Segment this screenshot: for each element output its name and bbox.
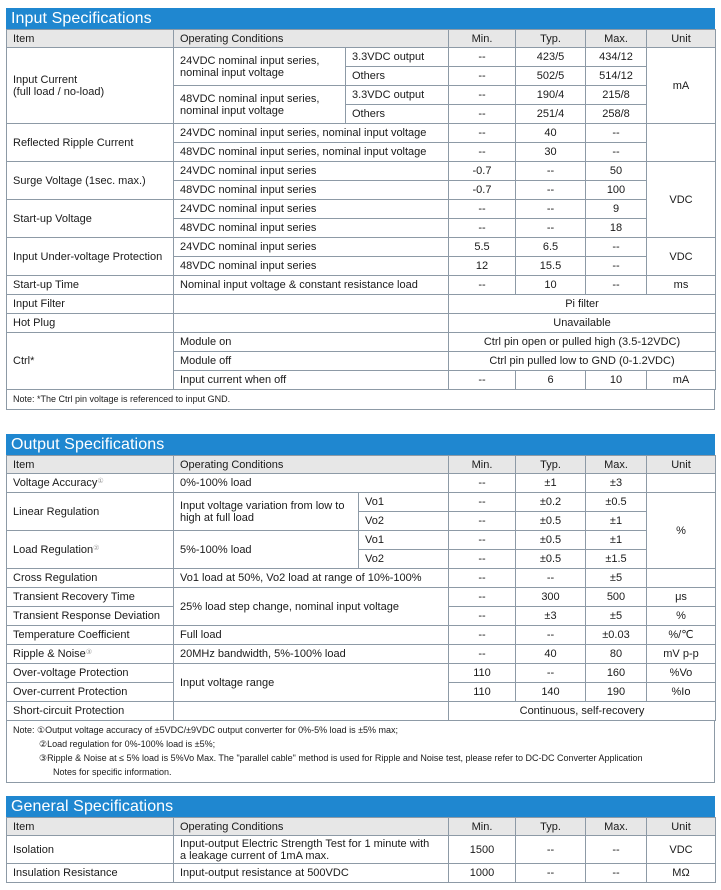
table-row [7, 836, 716, 864]
value-typ: ±0.2 [516, 493, 586, 512]
table-row [7, 664, 716, 683]
general-section-header [6, 796, 715, 817]
temperature-coefficient-unit: %/℃ [647, 626, 716, 645]
footnote-mark: ① [97, 478, 104, 485]
output-sub: Vo1 [359, 531, 449, 550]
header-item: Item [7, 30, 174, 48]
value-max: -- [586, 257, 647, 276]
value-typ: 6.5 [516, 238, 586, 257]
startup-voltage-item: Start-up Voltage [7, 200, 174, 238]
table-row [7, 48, 716, 67]
output-note-3: ③Ripple & Noise at ≤ 5% load is 5%Vo Max. The "parallel cable" method is used for Ripple and Noise test, please refer to DC-DC Converter Application [39, 753, 643, 763]
condition: Full load [174, 626, 449, 645]
input-section-header [6, 8, 715, 29]
value-min: -- [449, 531, 516, 550]
value-typ: 190/4 [516, 86, 586, 105]
value-max: 100 [586, 181, 647, 200]
value-typ: 423/5 [516, 48, 586, 67]
value-min: -- [449, 67, 516, 86]
value-min: -- [449, 569, 516, 588]
transient-cond: 25% load step change, nominal input voltage [174, 588, 449, 626]
transient-deviation-unit: % [647, 607, 716, 626]
condition: Vo1 load at 50%, Vo2 load at range of 10%-100% [174, 569, 449, 588]
condition-empty [174, 314, 449, 333]
value-max: 50 [586, 162, 647, 181]
value-max: 80 [586, 645, 647, 664]
general-spec-table [6, 817, 716, 883]
footnote-mark: ③ [85, 649, 93, 656]
input-current-sub: 3.3VDC output [346, 48, 449, 67]
condition: 0%-100% load [174, 474, 449, 493]
header-max: Max. [586, 456, 647, 474]
header-typ: Typ. [516, 30, 586, 48]
table-row [7, 702, 716, 721]
voltage-accuracy-item [7, 474, 174, 493]
isolation-item: Isolation [7, 836, 174, 864]
unit-empty [647, 569, 716, 588]
value-typ: 40 [516, 645, 586, 664]
value-typ: ±1 [516, 474, 586, 493]
value-min: -- [449, 105, 516, 124]
table-row [7, 276, 716, 295]
condition: Module on [174, 333, 449, 352]
value-min: -- [449, 626, 516, 645]
value-typ: -- [516, 200, 586, 219]
value-min: 12 [449, 257, 516, 276]
header-conditions: Operating Conditions [174, 30, 449, 48]
surge-startup-unit: VDC [647, 162, 716, 238]
condition-empty [174, 702, 449, 721]
header-max: Max. [586, 30, 647, 48]
value-typ: -- [516, 162, 586, 181]
value-max: ±0.5 [586, 493, 647, 512]
condition-empty [174, 295, 449, 314]
value-typ: ±0.5 [516, 550, 586, 569]
value-min: -0.7 [449, 162, 516, 181]
ctrl-on-value: Ctrl pin open or pulled high (3.5-12VDC) [449, 333, 716, 352]
input-note-text: Note: *The Ctrl pin voltage is referenced to input GND. [13, 394, 231, 404]
value-max: -- [586, 238, 647, 257]
header-unit: Unit [647, 818, 716, 836]
startup-time-item: Start-up Time [7, 276, 174, 295]
value-min: 5.5 [449, 238, 516, 257]
value-min: -- [449, 493, 516, 512]
condition: 48VDC nominal input series [174, 181, 449, 200]
ctrl-off-value: Ctrl pin pulled low to GND (0-1.2VDC) [449, 352, 716, 371]
value-min: -- [449, 371, 516, 390]
value-max: ±5 [586, 569, 647, 588]
value-max: -- [586, 864, 647, 883]
output-sub: Vo2 [359, 512, 449, 531]
table-row [7, 588, 716, 607]
load-regulation-item [7, 531, 174, 569]
temperature-coefficient-item: Temperature Coefficient [7, 626, 174, 645]
table-row [7, 474, 716, 493]
general-section-title: General Specifications [11, 798, 174, 815]
uvp-item: Input Under-voltage Protection [7, 238, 174, 276]
condition: 24VDC nominal input series [174, 238, 449, 257]
header-unit: Unit [647, 30, 716, 48]
value-max: 215/8 [586, 86, 647, 105]
value-typ: ±0.5 [516, 512, 586, 531]
scp-item: Short-circuit Protection [7, 702, 174, 721]
condition: Input current when off [174, 371, 449, 390]
general-specifications-section [6, 796, 715, 883]
ripple-noise-item [7, 645, 174, 664]
condition: 48VDC nominal input series [174, 257, 449, 276]
value-min: -- [449, 48, 516, 67]
transient-recovery-unit: μs [647, 588, 716, 607]
value-min: -- [449, 276, 516, 295]
regulation-unit: % [647, 493, 716, 569]
value-min: -- [449, 550, 516, 569]
output-spec-table [6, 455, 716, 721]
value-max: -- [586, 124, 647, 143]
value-min: -- [449, 200, 516, 219]
input-current-sub: Others [346, 67, 449, 86]
value-min: -- [449, 588, 516, 607]
insulation-unit: MΩ [647, 864, 716, 883]
header-conditions: Operating Conditions [174, 818, 449, 836]
table-row [7, 162, 716, 181]
ripple-noise-unit: mV p-p [647, 645, 716, 664]
condition: 48VDC nominal input series [174, 219, 449, 238]
value-typ: -- [516, 569, 586, 588]
transient-deviation-item: Transient Response Deviation [7, 607, 174, 626]
input-current-sub: 3.3VDC output [346, 86, 449, 105]
table-row [7, 531, 716, 550]
value-max: -- [586, 836, 647, 864]
value-typ: ±3 [516, 607, 586, 626]
startup-time-unit: ms [647, 276, 716, 295]
value-min: -- [449, 219, 516, 238]
value-min: 110 [449, 683, 516, 702]
value-max: -- [586, 276, 647, 295]
value-typ: -- [516, 864, 586, 883]
input-spec-table [6, 29, 716, 390]
table-row [7, 333, 716, 352]
value-max: ±0.03 [586, 626, 647, 645]
unit-empty [647, 474, 716, 493]
output-sub: Vo1 [359, 493, 449, 512]
table-row [7, 645, 716, 664]
header-min: Min. [449, 818, 516, 836]
value-typ: -- [516, 626, 586, 645]
table-row [7, 493, 716, 512]
value-max: ±3 [586, 474, 647, 493]
input-filter-item: Input Filter [7, 295, 174, 314]
value-typ: 30 [516, 143, 586, 162]
value-typ: 140 [516, 683, 586, 702]
header-min: Min. [449, 30, 516, 48]
value-typ: -- [516, 219, 586, 238]
value-typ: ±0.5 [516, 531, 586, 550]
header-item: Item [7, 818, 174, 836]
value-max: 9 [586, 200, 647, 219]
condition: 24VDC nominal input series, nominal input voltage [174, 124, 449, 143]
table-row [7, 569, 716, 588]
condition: Nominal input voltage & constant resistance load [174, 276, 449, 295]
hot-plug-value: Unavailable [449, 314, 716, 333]
ripple-noise-label: Ripple & Noise [13, 648, 86, 660]
value-min: -- [449, 474, 516, 493]
condition: Module off [174, 352, 449, 371]
input-current-cond-24: 24VDC nominal input series, nominal input voltage [174, 48, 346, 86]
input-note [6, 390, 715, 410]
value-typ: -- [516, 836, 586, 864]
insulation-cond: Input-output resistance at 500VDC [174, 864, 449, 883]
protection-cond: Input voltage range [174, 664, 449, 702]
value-max: 160 [586, 664, 647, 683]
value-min: -0.7 [449, 181, 516, 200]
output-note-1: Note: ①Output voltage accuracy of ±5VDC/±9VDC output converter for 0%-5% load is ±5% max; [13, 725, 399, 735]
header-min: Min. [449, 456, 516, 474]
output-note-4: Notes for specific information. [53, 767, 172, 777]
condition: 20MHz bandwidth, 5%-100% load [174, 645, 449, 664]
load-regulation-label: Load Regulation [13, 543, 94, 556]
value-min: -- [449, 512, 516, 531]
header-typ: Typ. [516, 456, 586, 474]
table-header-row [7, 456, 716, 474]
output-specifications-section [6, 434, 715, 783]
condition: 24VDC nominal input series [174, 162, 449, 181]
load-regulation-cond: 5%-100% load [174, 531, 359, 569]
input-current-sub: Others [346, 105, 449, 124]
value-typ: -- [516, 181, 586, 200]
table-header-row [7, 818, 716, 836]
value-min: -- [449, 86, 516, 105]
value-typ: -- [516, 664, 586, 683]
output-notes [6, 721, 715, 783]
table-row [7, 124, 716, 143]
value-typ: 251/4 [516, 105, 586, 124]
reflected-ripple-item: Reflected Ripple Current [7, 124, 174, 162]
value-max: ±5 [586, 607, 647, 626]
linear-regulation-item: Linear Regulation [7, 493, 174, 531]
header-max: Max. [586, 818, 647, 836]
value-max: ±1 [586, 512, 647, 531]
table-row [7, 200, 716, 219]
transient-recovery-item: Transient Recovery Time [7, 588, 174, 607]
value-max: 500 [586, 588, 647, 607]
value-max: 434/12 [586, 48, 647, 67]
value-max: 258/8 [586, 105, 647, 124]
output-section-title: Output Specifications [11, 436, 165, 453]
table-row [7, 864, 716, 883]
value-min: 1000 [449, 864, 516, 883]
table-row [7, 626, 716, 645]
table-row [7, 314, 716, 333]
header-item: Item [7, 456, 174, 474]
value-min: -- [449, 645, 516, 664]
value-min: -- [449, 143, 516, 162]
value-typ: 40 [516, 124, 586, 143]
value-max: 514/12 [586, 67, 647, 86]
header-conditions: Operating Conditions [174, 456, 449, 474]
insulation-item: Insulation Resistance [7, 864, 174, 883]
isolation-unit: VDC [647, 836, 716, 864]
output-note-2: ②Load regulation for 0%-100% load is ±5%; [39, 739, 216, 749]
condition: 24VDC nominal input series [174, 200, 449, 219]
isolation-cond: Input-output Electric Strength Test for 1 minute with a leakage current of 1mA max. [174, 836, 449, 864]
value-min: 1500 [449, 836, 516, 864]
ocp-unit: %Io [647, 683, 716, 702]
header-typ: Typ. [516, 818, 586, 836]
condition: 48VDC nominal input series, nominal input voltage [174, 143, 449, 162]
table-row [7, 238, 716, 257]
unit-empty [647, 124, 716, 162]
value-typ: 6 [516, 371, 586, 390]
input-current-unit: mA [647, 48, 716, 124]
value-max: -- [586, 143, 647, 162]
hot-plug-item: Hot Plug [7, 314, 174, 333]
value-typ: 300 [516, 588, 586, 607]
value-max: ±1.5 [586, 550, 647, 569]
ovp-item: Over-voltage Protection [7, 664, 174, 683]
table-row [7, 295, 716, 314]
input-current-item: Input Current (full load / no-load) [7, 48, 174, 124]
value-typ: 502/5 [516, 67, 586, 86]
value-max: 18 [586, 219, 647, 238]
input-filter-value: Pi filter [449, 295, 716, 314]
uvp-unit: VDC [647, 238, 716, 276]
surge-voltage-item: Surge Voltage (1sec. max.) [7, 162, 174, 200]
header-unit: Unit [647, 456, 716, 474]
ovp-unit: %Vo [647, 664, 716, 683]
value-min: -- [449, 124, 516, 143]
output-sub: Vo2 [359, 550, 449, 569]
cross-regulation-item: Cross Regulation [7, 569, 174, 588]
ctrl-item: Ctrl* [7, 333, 174, 390]
value-max: 190 [586, 683, 647, 702]
value-min: 110 [449, 664, 516, 683]
table-header-row [7, 30, 716, 48]
value-max: ±1 [586, 531, 647, 550]
value-max: 10 [586, 371, 647, 390]
value-typ: 10 [516, 276, 586, 295]
ocp-item: Over-current Protection [7, 683, 174, 702]
linear-regulation-cond: Input voltage variation from low to high at full load [174, 493, 359, 531]
value-min: -- [449, 607, 516, 626]
output-section-header [6, 434, 715, 455]
value-typ: 15.5 [516, 257, 586, 276]
input-specifications-section [6, 8, 715, 410]
voltage-accuracy-label: Voltage Accuracy [13, 477, 98, 489]
footnote-mark: ② [93, 544, 100, 552]
input-current-cond-48: 48VDC nominal input series, nominal input voltage [174, 86, 346, 124]
scp-value: Continuous, self-recovery [449, 702, 716, 721]
ctrl-unit: mA [647, 371, 716, 390]
input-section-title: Input Specifications [11, 10, 152, 27]
